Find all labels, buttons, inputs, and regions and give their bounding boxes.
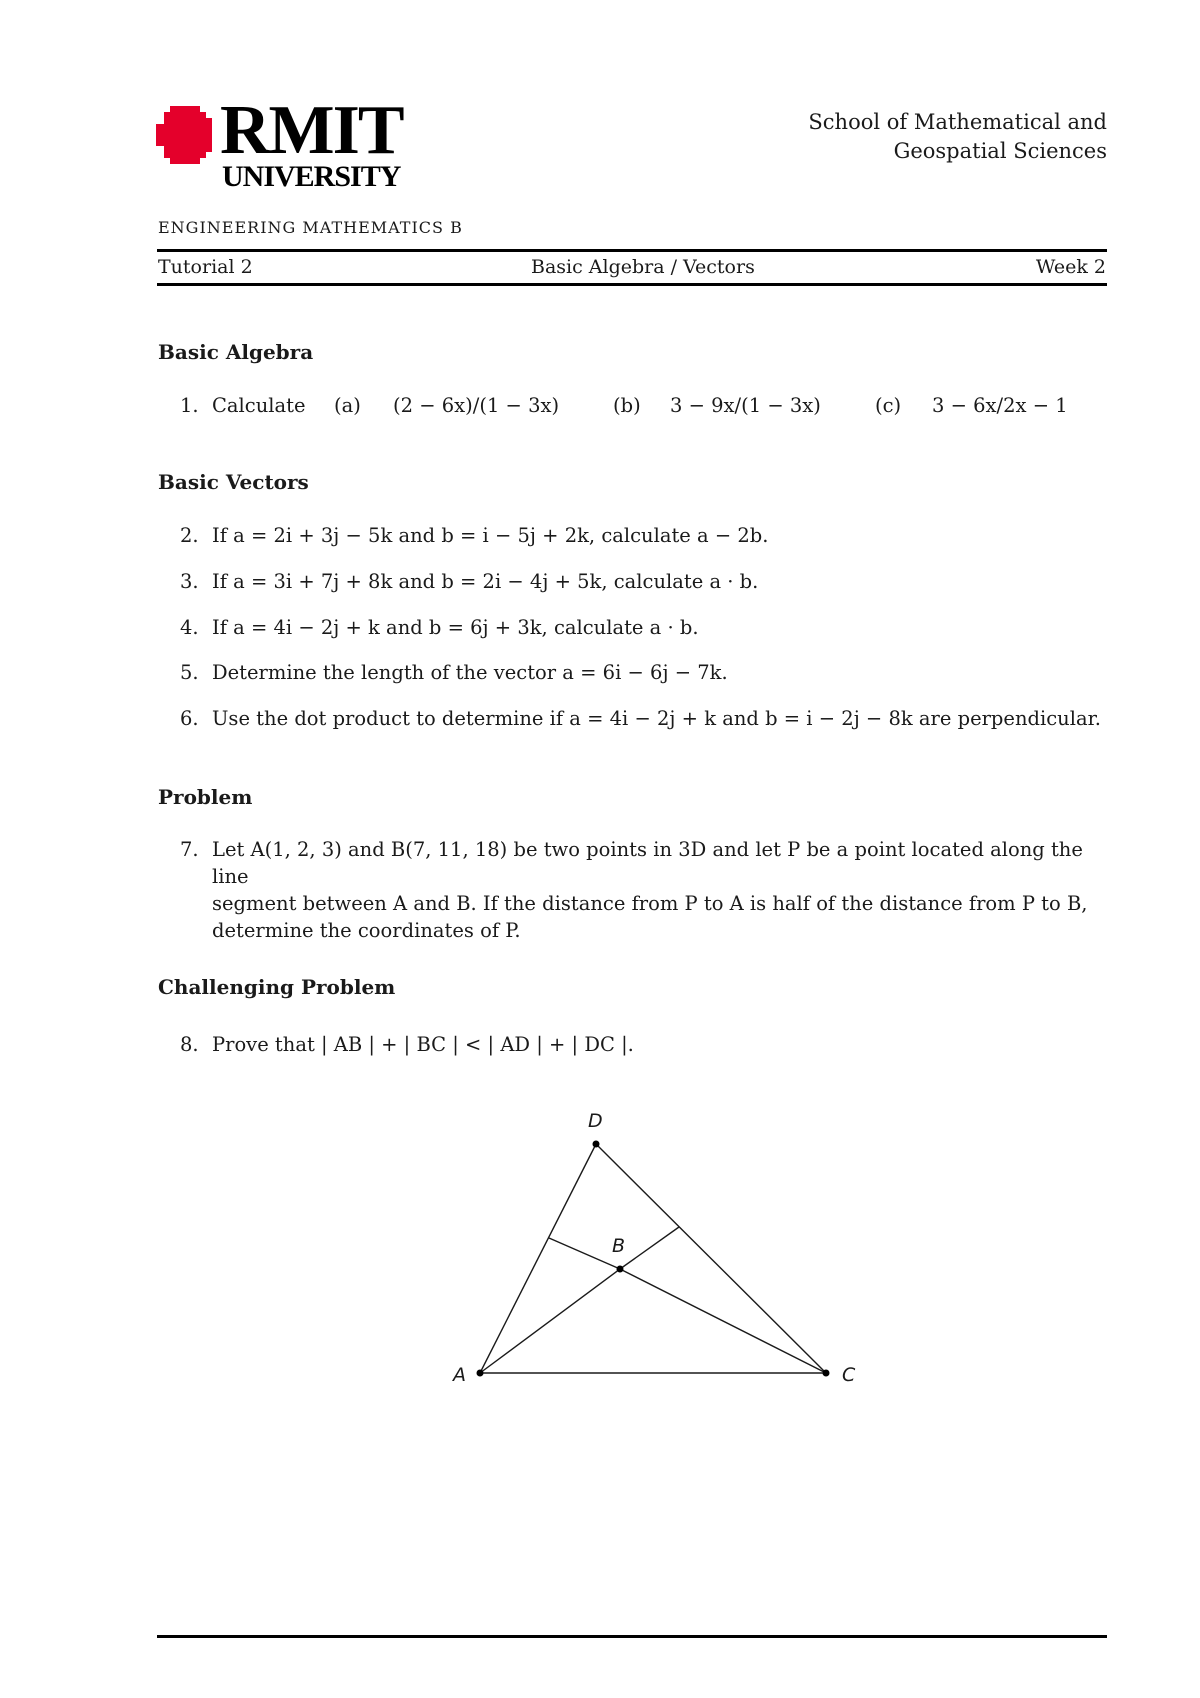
section-heading-algebra: Basic Algebra [158, 340, 314, 364]
question-number: 6. [180, 707, 199, 730]
segment-b-to-dc [620, 1227, 679, 1269]
question-text-line-2: segment between A and B. If the distance from P to A is half of the distance from P to B, [212, 892, 1088, 915]
course-title: ENGINEERING MATHEMATICS B [158, 218, 463, 237]
question-number: 8. [180, 1033, 199, 1056]
school-name [808, 108, 1107, 166]
question-number: 2. [180, 524, 199, 547]
segment-b-to-ad [549, 1238, 620, 1269]
point-d [593, 1141, 600, 1148]
segment-ab [480, 1269, 620, 1373]
expression-c: 3 − 6x/2x − 1 [932, 394, 1068, 417]
part-label-c: (c) [875, 394, 902, 417]
label-c: C [842, 1364, 856, 1386]
question-4 [180, 614, 699, 641]
question-8 [180, 1031, 634, 1058]
title-rule-top [157, 249, 1107, 252]
school-line-2: Geospatial Sciences [893, 139, 1107, 163]
segment-ad [480, 1144, 596, 1373]
question-6 [180, 705, 1101, 732]
title-rule-bottom [157, 283, 1107, 286]
question-number: 5. [180, 661, 199, 684]
section-heading-problem: Problem [158, 785, 253, 809]
label-a: A [453, 1364, 466, 1386]
question-5 [180, 659, 728, 686]
question-text: Use the dot product to determine if a = 4i − 2j + k and b = i − 2j − 8k are perpendicular. [212, 707, 1101, 730]
quadrilateral-diagram [430, 1095, 880, 1405]
tutorial-number: Tutorial 2 [158, 256, 253, 278]
question-lead: Calculate [212, 394, 306, 417]
question-number: 7. [180, 838, 199, 861]
week-number: Week 2 [1035, 256, 1106, 278]
logo-wordmark: RMIT [220, 92, 403, 169]
question-7 [180, 836, 1105, 944]
question-number: 3. [180, 570, 199, 593]
label-b: B [612, 1235, 626, 1257]
section-heading-vectors: Basic Vectors [158, 470, 309, 494]
part-label-b: (b) [613, 394, 641, 417]
point-c [823, 1370, 830, 1377]
part-label-a: (a) [334, 394, 361, 417]
rmit-logo [156, 92, 406, 196]
question-text-line-3: determine the coordinates of P. [212, 919, 521, 942]
school-line-1: School of Mathematical and [808, 110, 1107, 134]
expression-a: (2 − 6x)/(1 − 3x) [393, 394, 560, 417]
question-text: Prove that | AB | + | BC | < | AD | + | DC |. [212, 1033, 634, 1056]
tutorial-topic: Basic Algebra / Vectors [531, 256, 755, 278]
section-heading-challenging: Challenging Problem [158, 975, 396, 999]
point-a [477, 1370, 484, 1377]
question-text: If a = 2i + 3j − 5k and b = i − 5j + 2k, calculate a − 2b. [212, 524, 769, 547]
segment-bc [620, 1269, 826, 1373]
title-bar [158, 256, 1106, 282]
segment-dc [596, 1144, 826, 1373]
expression-b: 3 − 9x/(1 − 3x) [670, 394, 821, 417]
question-number: 1. [180, 394, 199, 417]
question-3 [180, 568, 758, 595]
question-2 [180, 522, 768, 549]
footer-rule [157, 1635, 1107, 1638]
point-b [617, 1266, 624, 1273]
logo-subtext: UNIVERSITY [222, 160, 401, 193]
label-d: D [588, 1110, 603, 1132]
question-text: Determine the length of the vector a = 6i − 6j − 7k. [212, 661, 728, 684]
question-number: 4. [180, 616, 199, 639]
rmit-pixel-mark-icon [156, 106, 214, 164]
question-text: If a = 4i − 2j + k and b = 6j + 3k, calculate a · b. [212, 616, 699, 639]
question-text: If a = 3i + 7j + 8k and b = 2i − 4j + 5k, calculate a · b. [212, 570, 759, 593]
question-text-line-1: Let A(1, 2, 3) and B(7, 11, 18) be two points in 3D and let P be a point located along the line [212, 838, 1083, 888]
